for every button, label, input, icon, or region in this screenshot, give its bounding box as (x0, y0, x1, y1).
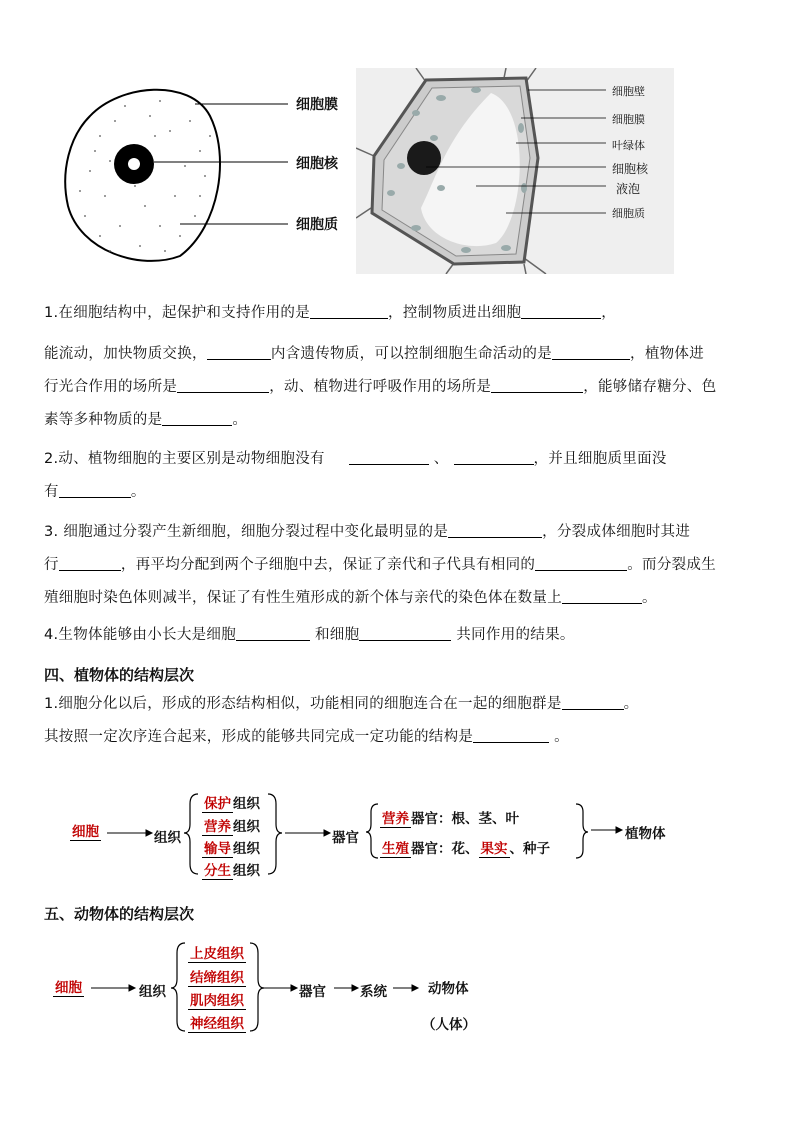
plant-label-vacuole: 液泡 (616, 182, 641, 196)
plant-label-cytoplasm: 细胞质 (612, 207, 645, 220)
answer-blank[interactable] (535, 555, 627, 571)
animal-label-cytoplasm: 细胞质 (296, 217, 338, 233)
plant-tissue-nutritive: 营养 组织 (204, 819, 260, 835)
question-4: 4.生物体能够由小长大是细胞 和细胞 共同作用的结果。 (44, 627, 575, 643)
plant-tissue-label: 组织 (154, 830, 181, 846)
animal-tissue-connective: 结缔组织 (188, 966, 246, 987)
animal-tissue-nervous: 神经组织 (188, 1012, 246, 1033)
question-1: 1.在细胞结构中，起保护和支持作用的是 ，控制物质进出细胞 ， 能流动，加快物质交换， 内含遗传物质，可以控制细胞生命活动的是 ，植物体进 行光合作用的场所是 ，动、植物进行呼吸作用的场所是 ，能够储存糖分、色 素等多种物质的是 。 (44, 305, 717, 428)
animal-label-membrane: 细胞膜 (296, 97, 338, 113)
plant-label-nucleus: 细胞核 (612, 162, 649, 176)
answer-blank[interactable] (491, 377, 583, 393)
answer-blank[interactable] (59, 555, 121, 571)
plant-organ-label: 器官 (332, 830, 359, 846)
section4-question: 1.细胞分化以后，形成的形态结构相似，功能相同的细胞连合在一起的细胞群是 。 其按照一定次序连合起来，形成的能够共同完成一定功能的结构是 。 (44, 696, 639, 745)
answer-blank[interactable] (521, 303, 601, 319)
plant-vegetative-organs: 营养 器官：根、茎、叶 (382, 811, 519, 827)
answer-blank[interactable] (349, 449, 429, 465)
answer-blank[interactable] (236, 625, 310, 641)
answer-blank[interactable] (454, 449, 534, 465)
plant-label-membrane: 细胞膜 (612, 113, 645, 126)
answer-blank[interactable] (562, 588, 642, 604)
animal-hierarchy-arrows (0, 935, 794, 1035)
answer-blank[interactable] (162, 410, 232, 426)
animal-tissue-epithelial: 上皮组织 (188, 942, 246, 963)
question-2: 2.动、植物细胞的主要区别是动物细胞没有 、 ，并且细胞质里面没 有 。 (44, 451, 667, 500)
plant-tissue-meristem: 分生 组织 (204, 863, 260, 879)
plant-tissue-conductive: 输导 组织 (204, 841, 260, 857)
animal-system-label: 系统 (360, 984, 387, 1000)
human-body-note: （人体） (422, 1017, 476, 1033)
answer-blank[interactable] (359, 625, 451, 641)
answer-blank[interactable] (207, 344, 271, 360)
section4-heading: 四、植物体的结构层次 (44, 666, 195, 684)
plant-hierarchy-arrows (0, 780, 794, 880)
answer-blank[interactable] (473, 727, 549, 743)
plant-label-chloroplast: 叶绿体 (612, 139, 645, 152)
plant-tissue-protective: 保护 组织 (204, 796, 260, 812)
answer-blank[interactable] (562, 694, 624, 710)
answer-blank[interactable] (59, 482, 131, 498)
plant-body-label: 植物体 (625, 826, 666, 842)
animal-label-nucleus: 细胞核 (296, 156, 338, 172)
answer-blank[interactable] (310, 303, 388, 319)
plant-reproductive-organs: 生殖 器官：花、 果实 、种子 (382, 841, 550, 857)
plant-label-cell-wall: 细胞壁 (612, 85, 645, 98)
answer-blank[interactable] (177, 377, 269, 393)
animal-tissue-muscle: 肌肉组织 (188, 989, 246, 1010)
animal-cell-label: 细胞 (53, 976, 84, 997)
plant-cell-label: 细胞 (70, 820, 101, 841)
animal-organ-label: 器官 (299, 984, 326, 1000)
animal-body-label: 动物体 (428, 981, 469, 997)
answer-blank[interactable] (552, 344, 630, 360)
animal-tissue-label: 组织 (139, 984, 166, 1000)
question-3: 3. 细胞通过分裂产生新细胞，细胞分裂过程中变化最明显的是 ，分裂成体细胞时其进 行 ，再平均分配到两个子细胞中去，保证了亲代和子代具有相同的 。而分裂成生 殖细胞时染色体则减半，保证了有性生殖形成的新个体与亲代的染色体在数量上 。 (44, 524, 717, 606)
section5-heading: 五、动物体的结构层次 (44, 905, 195, 923)
answer-blank[interactable] (448, 522, 542, 538)
